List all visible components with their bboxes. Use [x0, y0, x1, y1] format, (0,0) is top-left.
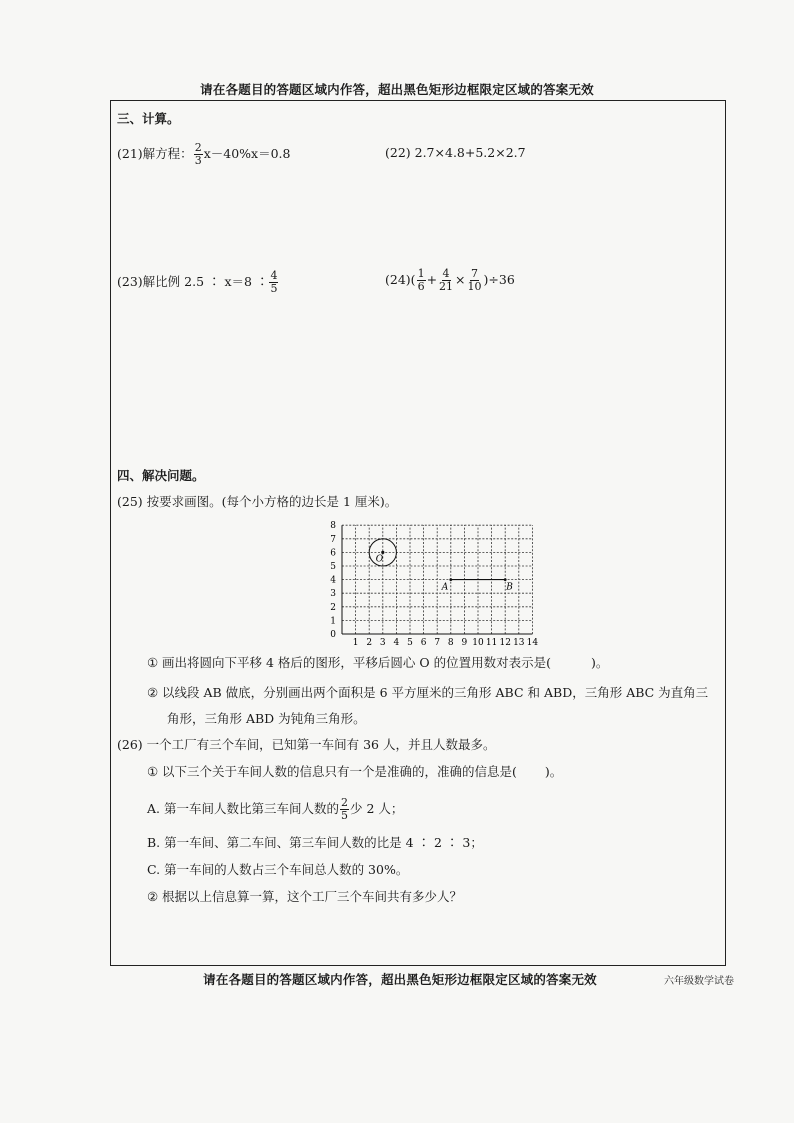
- q23-number: (23): [117, 274, 143, 289]
- q26-sub1-end: )。: [544, 764, 563, 779]
- q24-close: )÷36: [483, 272, 515, 287]
- q24-f3-num: 7: [471, 267, 479, 280]
- q24-frac-1: [417, 268, 426, 293]
- q26-opt-a-frac-num: 2: [340, 796, 348, 809]
- x-tick-label: 2: [366, 638, 373, 648]
- q24-open-paren: (: [410, 272, 416, 287]
- q24-f1-num: 1: [417, 267, 425, 280]
- x-tick-label: 8: [447, 638, 454, 648]
- x-tick-label: 3: [379, 638, 386, 648]
- q26-sub1: [147, 763, 562, 781]
- x-tick-label: 12: [499, 638, 511, 648]
- q26-sub2-text: 根据以上信息算一算，这个工厂三个车间共有多少人？: [162, 889, 463, 904]
- q23-prefix: 解比例 2.5 ∶ x＝8 ∶: [142, 274, 269, 289]
- q21-prefix: 解方程：: [142, 146, 193, 161]
- q26-sub2: [147, 888, 462, 906]
- y-tick-label: 6: [330, 548, 336, 559]
- x-tick-label: 6: [420, 638, 427, 648]
- section-4-title: 四、解决问题。: [117, 468, 205, 483]
- q26-sub1-text: 以下三个关于车间人数的信息只有一个是准确的，准确的信息是(: [162, 764, 517, 779]
- q25-sub2-mark: ②: [147, 685, 159, 700]
- y-tick-label: 8: [330, 521, 336, 532]
- x-tick-label: 11: [485, 638, 498, 648]
- x-tick-label: 7: [434, 638, 441, 648]
- q25-sub1: [147, 654, 608, 672]
- q26-opt-a-post: 少 2 人；: [349, 801, 404, 816]
- q24-frac-3: [467, 268, 483, 293]
- point-A: [449, 578, 452, 581]
- q25-sub1-text: 画出将圆向下平移 4 格后的图形，平移后圆心 O 的位置用数对表示是(: [162, 655, 551, 670]
- q24-frac-2: [438, 268, 454, 293]
- q21-frac-den: 3: [194, 154, 202, 167]
- x-tick-label: 9: [461, 638, 468, 648]
- question-23: [117, 270, 279, 295]
- y-tick-label: 0: [330, 630, 336, 640]
- x-tick-label: 5: [407, 638, 413, 648]
- y-tick-label: 1: [330, 616, 336, 627]
- x-tick-label: 10: [472, 638, 484, 648]
- footer-label: 六年级数学试卷: [664, 976, 734, 987]
- q25-sub1-mark: ①: [147, 655, 159, 670]
- header-notice: 请在各题目的答题区域内作答，超出黑色矩形边框限定区域的答案无效: [200, 82, 594, 97]
- label-A: A: [441, 582, 449, 593]
- question-26-stem: (26) 一个工厂有三个车间，已知第一车间有 36 人，并且人数最多。: [117, 737, 496, 752]
- q24-times: ×: [455, 272, 466, 287]
- q26-opt-a-fraction: [340, 797, 349, 822]
- q24-f2-den: 21: [439, 280, 454, 293]
- q23-frac-num: 4: [270, 269, 278, 282]
- q24-f2-num: 4: [442, 267, 450, 280]
- y-tick-label: 5: [330, 562, 336, 572]
- question-24: [385, 268, 515, 293]
- q23-fraction: [269, 270, 278, 295]
- q26-sub2-mark: ②: [147, 889, 159, 904]
- q26-option-a: [147, 797, 403, 822]
- q24-plus: +: [426, 272, 438, 287]
- q21-fraction: [194, 142, 203, 167]
- q25-sub1-end: )。: [590, 655, 609, 670]
- q21-frac-num: 2: [194, 141, 202, 154]
- q26-option-b: B. 第一车间、第二车间、第三车间人数的比是 4 ∶ 2 ∶ 3；: [147, 835, 483, 850]
- q25-sub2-text1: 以线段 AB 做底，分别画出两个面积是 6 平方厘米的三角形 ABC 和 ABD，三角形 ABC 为直角三: [162, 685, 709, 700]
- center-label-O: O: [375, 554, 384, 565]
- label-B: B: [506, 582, 513, 593]
- q26-opt-a-pre: A. 第一车间人数比第三车间人数的: [147, 801, 339, 816]
- footer-notice: 请在各题目的答题区域内作答，超出黑色矩形边框限定区域的答案无效: [203, 972, 597, 987]
- q24-f1-den: 6: [417, 280, 425, 293]
- q21-rest: x－40%x＝0.8: [203, 146, 291, 161]
- section-3-title: 三、计算。: [117, 111, 180, 126]
- q23-frac-den: 5: [270, 282, 278, 295]
- q24-f3-den: 10: [467, 280, 482, 293]
- point-B: [504, 578, 507, 581]
- q21-number: (21): [117, 146, 143, 161]
- y-tick-label: 4: [330, 575, 336, 586]
- q26-sub1-mark: ①: [147, 764, 159, 779]
- y-tick-label: 2: [330, 602, 336, 613]
- y-tick-label: 7: [330, 534, 336, 545]
- q26-opt-a-frac-den: 5: [340, 809, 348, 822]
- q25-sub2-line2: 角形，三角形 ABD 为钝角三角形。: [167, 711, 366, 726]
- x-tick-label: 14: [526, 638, 539, 648]
- q25-sub2-line1: [147, 684, 708, 702]
- x-tick-label: 1: [352, 638, 359, 648]
- q24-number: (24): [385, 272, 411, 287]
- y-tick-label: 3: [330, 589, 336, 600]
- question-21: [117, 142, 290, 167]
- question-25-stem: (25) 按要求画图。(每个小方格的边长是 1 厘米)。: [117, 494, 398, 509]
- question-22: (22) 2.7×4.8+5.2×2.7: [385, 145, 526, 160]
- x-tick-label: 4: [393, 638, 400, 648]
- q26-option-c: C. 第一车间的人数占三个车间总人数的 30%。: [147, 862, 409, 877]
- x-tick-label: 13: [513, 638, 525, 648]
- coordinate-grid: [222, 520, 552, 648]
